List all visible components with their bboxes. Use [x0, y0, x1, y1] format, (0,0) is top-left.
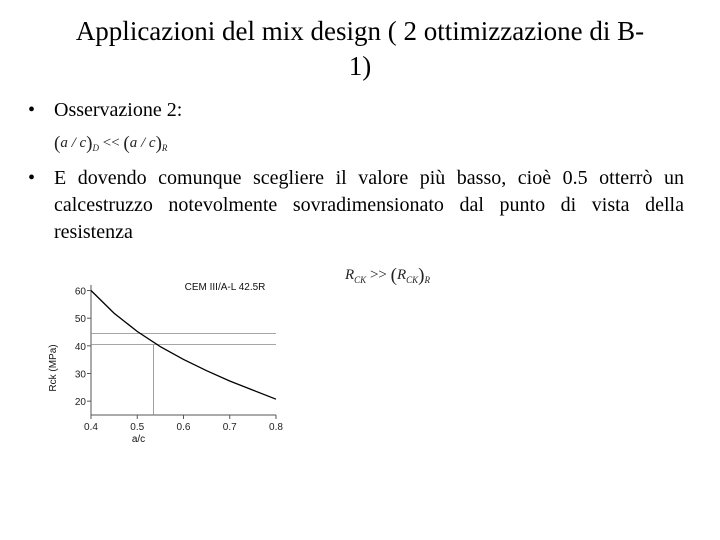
formula2-operator: >>: [369, 267, 387, 283]
formula2-left-sub: CK: [354, 275, 367, 285]
formula1-right: a / c: [129, 135, 156, 151]
rck-vs-ac-chart: [44, 276, 294, 448]
x-tick-label: 0.6: [176, 422, 191, 433]
x-tick-label: 0.4: [84, 422, 98, 433]
formula2-right: R: [396, 267, 407, 283]
formula1-operator: <<: [102, 135, 120, 151]
chart-title: CEM III/A-L 42.5R: [184, 282, 266, 293]
formula-rck-comparison: $R_{CK} >> (R_{CK})_R$: [345, 265, 430, 286]
bullet-text: Osservazione 2:: [54, 99, 183, 121]
x-tick-label: 0.7: [222, 422, 237, 433]
x-axis-label: a/c: [131, 434, 146, 445]
formula2-left: R: [345, 267, 355, 283]
bullet-dot: •: [28, 99, 36, 121]
x-tick-label: 0.5: [130, 422, 145, 433]
slide-title-line1: Applicazioni del mix design ( 2 ottimizzazione di B-: [75, 16, 645, 46]
y-tick-label: 40: [74, 341, 86, 353]
formula1-left: a / c: [60, 135, 87, 151]
y-axis-label: Rck (MPa): [48, 344, 59, 392]
slide-title: [20, 14, 700, 84]
formula-ac-comparison: $(a / c)_D << (a / c)_R$: [54, 133, 168, 154]
y-tick-label: 60: [74, 286, 86, 298]
y-tick-label: 50: [74, 314, 86, 326]
y-tick-label: 20: [74, 397, 86, 409]
bullet-dot: •: [28, 167, 36, 189]
bullet-text: E dovendo comunque scegliere il valore più basso, cioè 0.5 otterrò un calcestruzzo notevolmente sovradimensionato dal punto di vista della resistenza: [54, 167, 684, 243]
formula1-right-sub: R: [161, 143, 168, 153]
x-tick-label: 0.8: [269, 422, 283, 433]
formula1-left-sub: D: [92, 143, 99, 153]
formula2-right-sub: CK: [406, 275, 419, 285]
y-tick-label: 30: [74, 369, 86, 381]
slide-title-line2: 1): [348, 51, 372, 81]
formula2-outer-sub: R: [424, 275, 430, 285]
